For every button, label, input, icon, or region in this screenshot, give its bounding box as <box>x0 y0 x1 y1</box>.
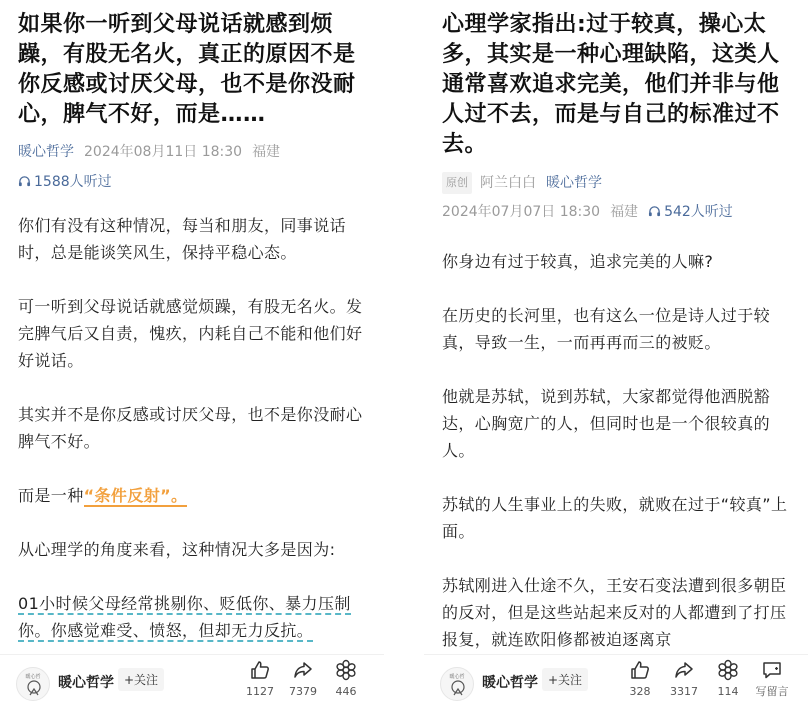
follow-button[interactable]: +关注 <box>542 668 588 691</box>
like-button[interactable]: 328 <box>620 659 660 698</box>
article-title: 如果你一听到父母说话就感到烦躁，有股无名火，真正的原因不是你反感或讨厌父母，也不是你没耐心，脾气不好，而是…… <box>18 12 356 127</box>
paragraph: 可一听到父母说话就感觉烦躁，有股无名火。发完脾气后又自责，愧疚，内耗自己不能和他们好好说话。 <box>18 297 363 370</box>
comment-bubble-icon <box>761 659 783 681</box>
account-name[interactable]: 暖心哲学 <box>482 675 538 691</box>
paragraph: 其实并不是你反感或讨厌父母，也不是你没耐心脾气不好。 <box>18 405 363 451</box>
paragraph <box>18 590 370 644</box>
avatar-logo-icon <box>25 679 43 697</box>
paragraph: 从心理学的角度来看，这种情况大多是因为: <box>18 540 336 559</box>
paragraph: 苏轼的人生事业上的失败，就败在过于“较真”上面。 <box>442 495 788 541</box>
flower-recommend-icon <box>335 659 357 681</box>
share-arrow-icon <box>673 659 695 681</box>
account-link[interactable]: 暖心哲学 <box>18 144 74 160</box>
paragraph: 而是一种“条件反射”。 <box>18 486 188 505</box>
recommend-button[interactable]: 114 <box>708 659 748 698</box>
listen-count[interactable]: 542人听过 <box>648 204 733 220</box>
publish-location: 福建 <box>610 204 639 220</box>
account-link[interactable]: 暖心哲学 <box>546 175 602 191</box>
paragraph: 你身边有过于较真，追求完美的人嘛? <box>442 252 714 271</box>
share-arrow-icon <box>292 659 314 681</box>
article-body <box>18 212 370 644</box>
article-title: 心理学家指出:过于较真，操心太多，其实是一种心理缺陷，这类人通常喜欢追求完美，他们并非与他人过不去，而是与自己的标准过不去。 <box>442 12 780 157</box>
paragraph: 在历史的长河里，也有这么一位是诗人过于较真，导致一生，一而再再而三的被贬。 <box>442 306 771 352</box>
dashed-underline-text: 01小时候父母经常挑剔你、贬低你、暴力压制你。你感觉难受、愤怒，但却无力反抗。 <box>18 594 351 640</box>
article-meta-2 <box>442 202 794 222</box>
article-body <box>442 248 794 653</box>
bottom-toolbar <box>424 654 808 712</box>
article-panel-left <box>0 0 384 712</box>
share-button[interactable]: 7379 <box>283 659 323 698</box>
thumbs-up-icon <box>629 659 651 681</box>
article-meta <box>442 172 794 194</box>
headphones-icon <box>18 175 31 187</box>
article-meta <box>18 142 370 162</box>
recommend-button[interactable]: 446 <box>326 659 366 698</box>
headphones-icon <box>648 205 661 217</box>
avatar[interactable]: 暖心哲 <box>440 667 474 701</box>
avatar[interactable]: 暖心哲 <box>16 667 50 701</box>
like-button[interactable]: 1127 <box>240 659 280 698</box>
publish-location: 福建 <box>252 144 281 160</box>
publish-date: 2024年08月11日 18:30 <box>84 144 243 160</box>
original-tag: 原创 <box>442 172 472 194</box>
listen-count[interactable]: 1588人听过 <box>18 172 370 192</box>
paragraph: 你们有没有这种情况，每当和朋友，同事说话时，总是能谈笑风生，保持平稳心态。 <box>18 216 347 262</box>
bottom-toolbar <box>0 654 384 712</box>
paragraph: 苏轼刚进入仕途不久，王安石变法遭到很多朝臣的反对，但是这些站起来反对的人都遭到了打压报复，就连欧阳修都被迫逐离京 <box>442 576 787 649</box>
share-button[interactable]: 3317 <box>664 659 704 698</box>
publish-date: 2024年07月07日 18:30 <box>442 204 601 220</box>
follow-button[interactable]: +关注 <box>118 668 164 691</box>
article-panel-right <box>424 0 808 712</box>
flower-recommend-icon <box>717 659 739 681</box>
highlighted-phrase: “条件反射”。 <box>83 486 188 505</box>
author-name: 阿兰白白 <box>480 175 536 191</box>
thumbs-up-icon <box>249 659 271 681</box>
account-name[interactable]: 暖心哲学 <box>58 675 114 691</box>
paragraph: 他就是苏轼，说到苏轼，大家都觉得他洒脱豁达，心胸宽广的人，但同时也是一个很较真的人。 <box>442 387 771 460</box>
avatar-logo-icon <box>449 679 467 697</box>
panel-divider <box>384 0 424 712</box>
comment-button[interactable]: 写留言 <box>752 659 792 698</box>
